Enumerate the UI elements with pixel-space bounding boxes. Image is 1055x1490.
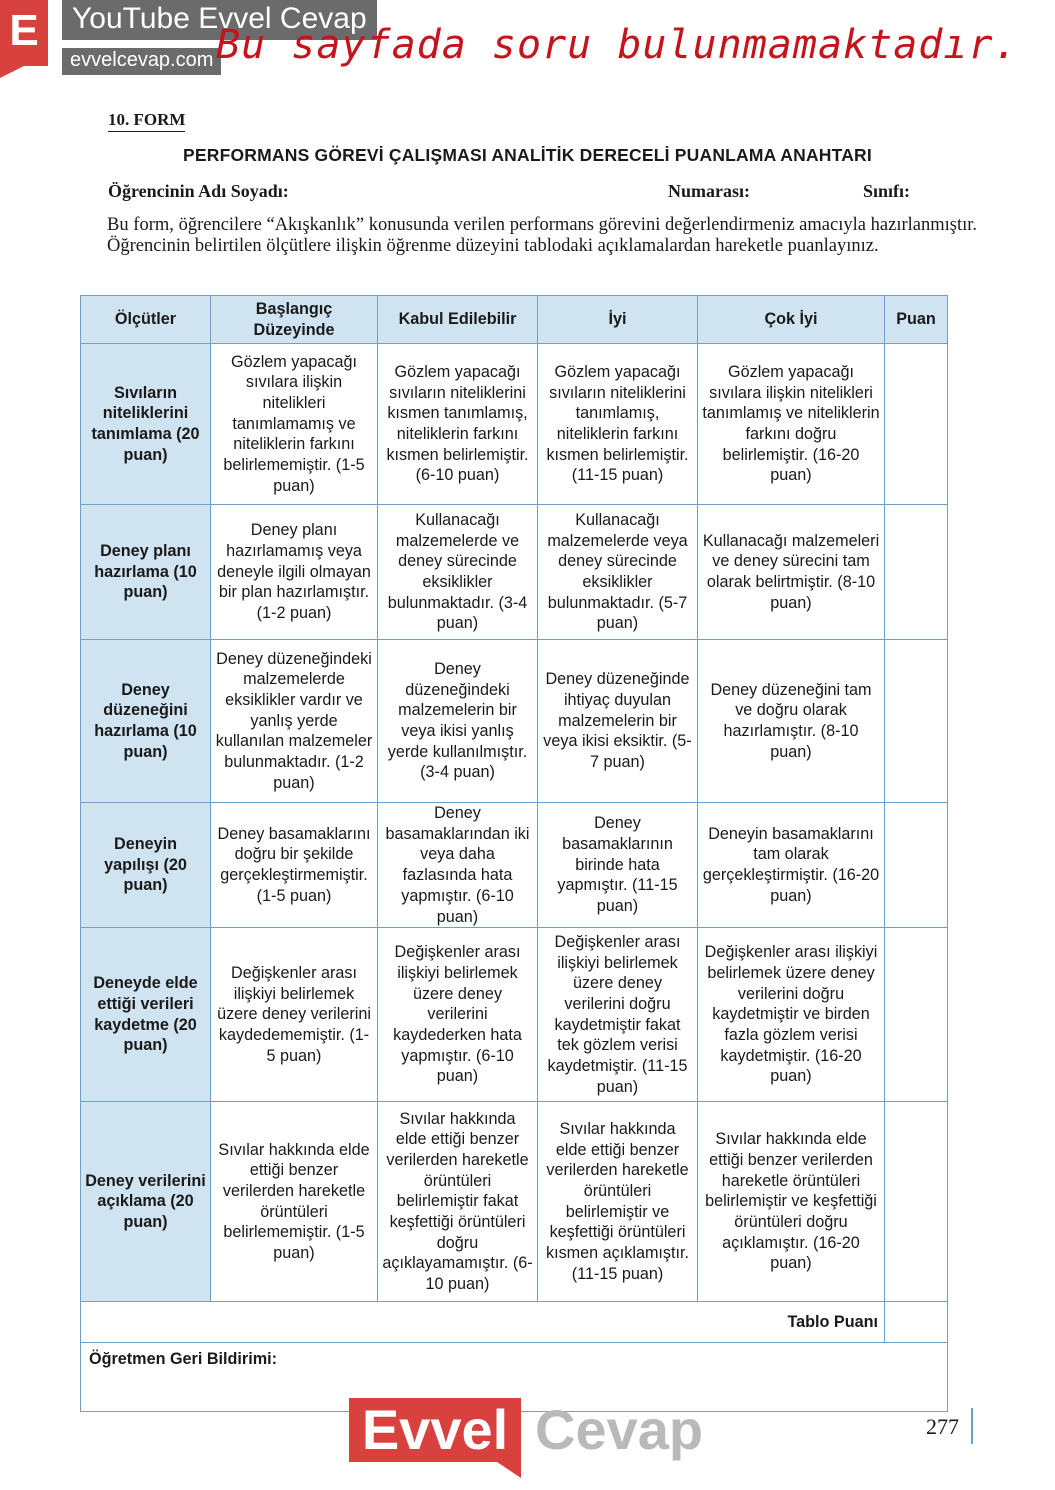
header-beginner: Başlangıç Düzeyinde <box>211 296 378 344</box>
table-row <box>81 640 948 803</box>
level-cell: Deneyin basamaklarını tam olarak gerçekleştirmiştir. (16-20 puan) <box>698 803 885 928</box>
level-cell: Deney düzeneğindeki malzemelerin bir veya ikisi yanlış yerde kullanılmıştır. (3-4 puan) <box>378 640 538 803</box>
level-cell: Deney basamaklarının birinde hata yapmıştır. (11-15 puan) <box>538 803 698 928</box>
table-row <box>81 928 948 1102</box>
level-cell: Deney basamaklarından iki veya daha fazlasında hata yapmıştır. (6-10 puan) <box>378 803 538 928</box>
header-criteria: Ölçütler <box>81 296 211 344</box>
level-cell: Gözlem yapacağı sıvılara ilişkin nitelikleri tanımlamamış ve niteliklerin farkını belirlememiştir. (1-5 puan) <box>211 344 378 505</box>
table-header-row <box>81 296 948 344</box>
score-cell[interactable] <box>885 803 948 928</box>
table-total-label: Tablo Puanı <box>81 1302 885 1343</box>
score-cell[interactable] <box>885 1102 948 1302</box>
student-name-label: Öğrencinin Adı Soyadı: <box>108 181 289 201</box>
no-question-note: Bu sayfada soru bulunmamaktadır. <box>216 22 1019 68</box>
score-cell[interactable] <box>885 640 948 803</box>
criterion-cell: Deney verilerini açıklama (20 puan) <box>81 1102 211 1302</box>
student-class-label: Sınıfı: <box>863 181 911 201</box>
score-cell[interactable] <box>885 928 948 1102</box>
form-label: 10. FORM <box>108 110 185 132</box>
page-number-divider <box>971 1408 973 1444</box>
site-url-label: evvelcevap.com <box>62 48 221 75</box>
page-title: PERFORMANS GÖREVİ ÇALIŞMASI ANALİTİK DERECELİ PUANLAMA ANAHTARI <box>183 145 872 165</box>
level-cell: Değişkenler arası ilişkiyi belirlemek üzere deney verilerini kaydedememiştir. (1-5 puan) <box>211 928 378 1102</box>
level-cell: Değişkenler arası ilişkiyi belirlemek üzere deney verilerini doğru kaydetmiştir fakat tek gözlem verisi kaydetmiştir. (11-15 puan) <box>538 928 698 1102</box>
table-total-score-cell[interactable] <box>885 1302 948 1343</box>
table-row <box>81 1102 948 1302</box>
level-cell: Deney düzeneğindeki malzemelerde eksiklikler vardır ve yanlış yerde kullanılan malzemeler bulunmaktadır. (1-2 puan) <box>211 640 378 803</box>
teacher-feedback-field[interactable]: Öğretmen Geri Bildirimi: <box>81 1343 948 1412</box>
header-acceptable: Kabul Edilebilir <box>378 296 538 344</box>
level-cell: Deney basamaklarını doğru bir şekilde gerçekleştirmemiştir. (1-5 puan) <box>211 803 378 928</box>
evvel-logo-mark: E <box>0 0 48 66</box>
page-number: 277 <box>926 1414 959 1439</box>
youtube-channel-label: YouTube Evvel Cevap <box>62 0 377 40</box>
level-cell: Değişkenler arası ilişkiyi belirlemek üzere deney verilerini kaydederken hata yapmıştır. (6-10 puan) <box>378 928 538 1102</box>
level-cell: Değişkenler arası ilişkiyi belirlemek üzere deney verilerini doğru kaydetmiştir ve birden fazla gözlem verisi kaydetmiştir. (16-20 puan) <box>698 928 885 1102</box>
level-cell: Sıvılar hakkında elde ettiği benzer verilerden hareketle örüntüleri belirlemiştir ve keşfettiği örüntüleri doğru açıklamıştır. (16-20 puan) <box>698 1102 885 1302</box>
level-cell: Sıvılar hakkında elde ettiği benzer verilerden hareketle örüntüleri belirlemiştir fakat keşfettiği örüntüleri doğru açıklayamamıştır. (6-10 puan) <box>378 1102 538 1302</box>
level-cell: Sıvılar hakkında elde ettiği benzer verilerden hareketle örüntüleri belirlemiştir ve keşfettiği örüntüleri kısmen açıklamıştır. (11-15 puan) <box>538 1102 698 1302</box>
level-cell: Gözlem yapacağı sıvılara ilişkin nitelikleri tanımlamış ve niteliklerin farkını doğru belirlemiştir. (16-20 puan) <box>698 344 885 505</box>
header-score: Puan <box>885 296 948 344</box>
intro-paragraph: Bu form, öğrencilere “Akışkanlık” konusunda verilen performans görevini değerlendirmeniz amacıyla hazırlanmıştır. Öğrencinin belirtilen ölçütlere ilişkin öğrenme düzeyini tablodaki açıklamalardan hareketle puanlayınız. <box>107 215 977 256</box>
bottom-logo-cevap: Cevap <box>535 1398 704 1461</box>
level-cell: Deney düzeneğini tam ve doğru olarak hazırlamıştır. (8-10 puan) <box>698 640 885 803</box>
score-cell[interactable] <box>885 505 948 640</box>
header-good: İyi <box>538 296 698 344</box>
criterion-cell: Deneyde elde ettiği verileri kaydetme (20 puan) <box>81 928 211 1102</box>
rubric-table <box>80 295 948 1412</box>
criterion-cell: Deneyin yapılışı (20 puan) <box>81 803 211 928</box>
level-cell: Kullanacağı malzemeleri ve deney sürecini tam olarak belirtmiştir. (8-10 puan) <box>698 505 885 640</box>
table-row <box>81 505 948 640</box>
table-total-row <box>81 1302 948 1343</box>
level-cell: Gözlem yapacağı sıvıların niteliklerini tanımlamış, niteliklerin farkını kısmen belirlemiştir. (11-15 puan) <box>538 344 698 505</box>
criterion-cell: Deney düzeneğini hazırlama (10 puan) <box>81 640 211 803</box>
level-cell: Kullanacağı malzemelerde veya deney sürecinde eksiklikler bulunmaktadır. (5-7 puan) <box>538 505 698 640</box>
bottom-logo-evvel: Evvel <box>349 1398 521 1462</box>
level-cell: Gözlem yapacağı sıvıların niteliklerini kısmen tanımlamış, niteliklerin farkını kısmen belirlemiştir. (6-10 puan) <box>378 344 538 505</box>
table-row <box>81 803 948 928</box>
table-row <box>81 344 948 505</box>
student-number-label: Numarası: <box>668 181 750 201</box>
level-cell: Deney düzeneğinde ihtiyaç duyulan malzemelerin bir veya ikisi eksiktir. (5-7 puan) <box>538 640 698 803</box>
criterion-cell: Sıvıların niteliklerini tanımlama (20 puan) <box>81 344 211 505</box>
level-cell: Sıvılar hakkında elde ettiği benzer verilerden hareketle örüntüleri belirlememiştir. (1-5 puan) <box>211 1102 378 1302</box>
level-cell: Deney planı hazırlamamış veya deneyle ilgili olmayan bir plan hazırlamıştır. (1-2 puan) <box>211 505 378 640</box>
header-very-good: Çok İyi <box>698 296 885 344</box>
score-cell[interactable] <box>885 344 948 505</box>
level-cell: Kullanacağı malzemelerde ve deney sürecinde eksiklikler bulunmaktadır. (3-4 puan) <box>378 505 538 640</box>
criterion-cell: Deney planı hazırlama (10 puan) <box>81 505 211 640</box>
